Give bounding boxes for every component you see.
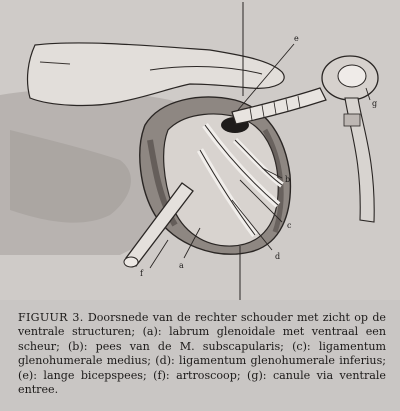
label-c: c <box>287 221 292 230</box>
figure-caption <box>18 311 386 397</box>
label-e: e <box>294 34 299 43</box>
label-a: a <box>179 261 184 270</box>
figure-number: FIGUUR 3. <box>18 311 84 324</box>
label-b: b <box>285 175 291 184</box>
label-f: f <box>140 269 143 278</box>
label-d: d <box>275 252 281 261</box>
caption-text: Doorsnede van de rechter schouder met zicht op de ventrale structuren; (a): labrum glenoidale met ventraal een scheur; (b): pees van de M. subscapularis; (c): ligamentum glenohumerale medius; (d): ligamentum glenohumerale inferius; (e): lange bicepspees; (f): artroscoop; (g): canule via ventrale entree. <box>18 311 386 397</box>
label-g: g <box>372 99 378 108</box>
